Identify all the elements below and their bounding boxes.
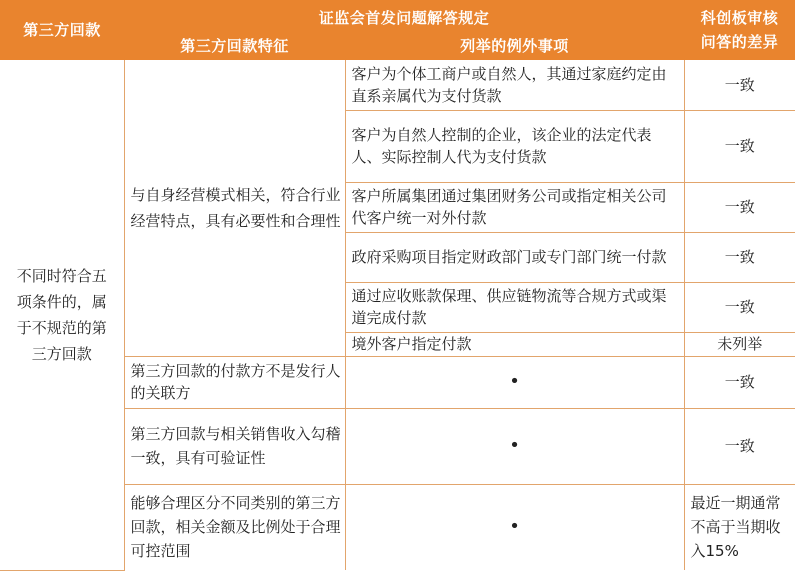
diff-7: 一致 bbox=[684, 356, 795, 408]
feature-3-bullet: • bbox=[345, 408, 684, 484]
diff-3: 一致 bbox=[684, 182, 795, 232]
feature-3-cell: 第三方回款与相关销售收入勾稽一致，具有可验证性 bbox=[124, 408, 345, 484]
exception-6: 境外客户指定付款 bbox=[345, 332, 684, 356]
exception-3: 客户所属集团通过集团财务公司或指定相关公司代客户统一对外付款 bbox=[345, 182, 684, 232]
header-third-party-payment: 第三方回款 bbox=[0, 0, 124, 60]
diff-1: 一致 bbox=[684, 60, 795, 110]
feature-4-cell: 能够合理区分不同类别的第三方回款，相关金额及比例处于合理可控范围 bbox=[124, 484, 345, 570]
header-star-market-diff: 科创板审核问答的差异 bbox=[684, 0, 795, 60]
header-group-title: 证监会首发问题解答规定 bbox=[124, 0, 684, 32]
diff-9: 最近一期通常不高于当期收入15% bbox=[690, 494, 781, 561]
diff-6: 未列举 bbox=[684, 332, 795, 356]
feature-4-bullet: • bbox=[345, 484, 684, 570]
diff-8: 一致 bbox=[684, 408, 795, 484]
exception-5: 通过应收账款保理、供应链物流等合规方式或渠道完成付款 bbox=[345, 282, 684, 332]
exception-4: 政府采购项目指定财政部门或专门部门统一付款 bbox=[345, 232, 684, 282]
diff-5: 一致 bbox=[684, 282, 795, 332]
header-feature: 第三方回款特征 bbox=[124, 32, 345, 60]
feature-2-cell: 第三方回款的付款方不是发行人的关联方 bbox=[124, 356, 345, 408]
exception-1: 客户为个体工商户或自然人，其通过家庭约定由直系亲属代为支付货款 bbox=[345, 60, 684, 110]
category-cell: 不同时符合五项条件的，属于不规范的第三方回款 bbox=[0, 60, 124, 570]
diff-2: 一致 bbox=[684, 110, 795, 182]
exception-2: 客户为自然人控制的企业，该企业的法定代表人、实际控制人代为支付货款 bbox=[345, 110, 684, 182]
feature-1-cell: 与自身经营模式相关，符合行业经营特点，具有必要性和合理性 bbox=[124, 60, 345, 356]
header-exceptions: 列举的例外事项 bbox=[345, 32, 684, 60]
diff-4: 一致 bbox=[684, 232, 795, 282]
feature-2-bullet: • bbox=[345, 356, 684, 408]
